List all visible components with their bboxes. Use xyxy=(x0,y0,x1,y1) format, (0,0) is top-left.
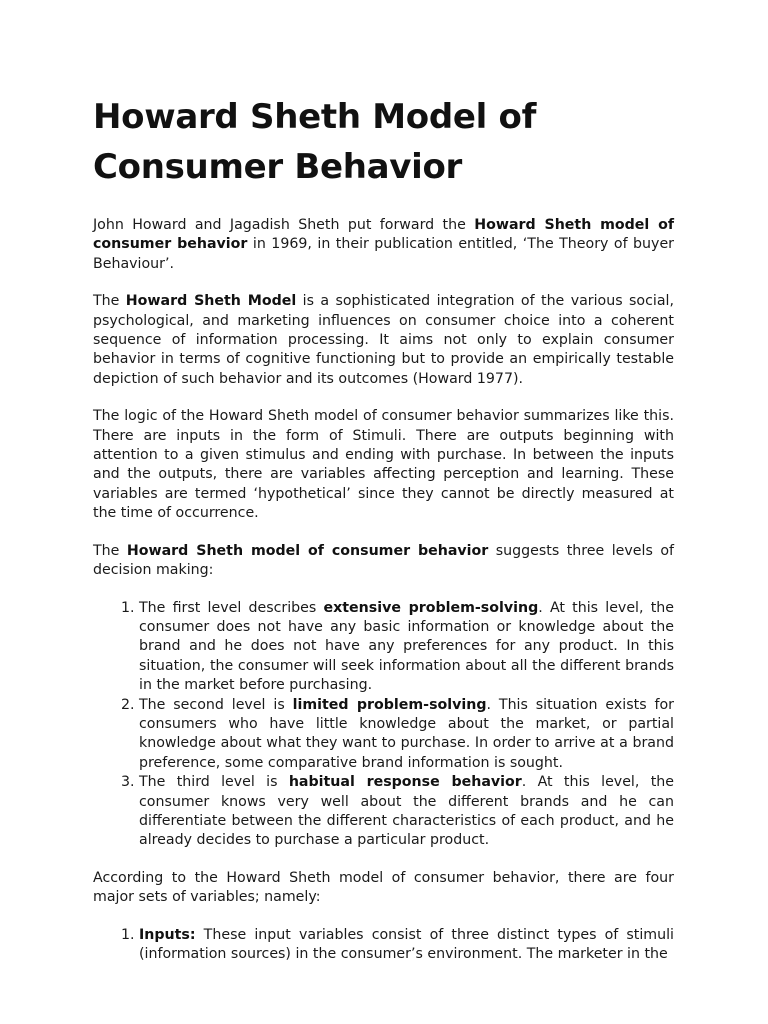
list-item: 1. Inputs: These input variables consist of three distinct types of stimuli (information sources) in the consumer’s environment. The marketer in the xyxy=(139,926,674,965)
list-item: 2. The second level is limited problem-solving. This situation exists for consumers who have little knowledge about the market, or partial knowledge about what they want to purchase. In order to arrive at a brand preference, some comparative brand information is sought. xyxy=(139,696,674,774)
decision-levels-list xyxy=(93,599,674,851)
levels-intro-paragraph: The Howard Sheth model of consumer behavior suggests three levels of decision making: xyxy=(93,542,674,579)
list-item: 3. The third level is habitual response behavior. At this level, the consumer knows very well about the different brands and he can differentiate between the different characteristics of each product, and he already decides to purchase a particular product. xyxy=(139,773,674,851)
variables-list xyxy=(93,926,674,965)
document-page xyxy=(93,92,674,982)
intro-paragraph: John Howard and Jagadish Sheth put forward the Howard Sheth model of consumer behavior in 1969, in their publication entitled, ‘The Theory of buyer Behaviour’. xyxy=(93,217,675,272)
bold-model-name: Howard Sheth Model xyxy=(125,293,297,310)
bold-model-name: Howard Sheth model of consumer behavior xyxy=(126,542,489,559)
list-item: 1. The first level describes extensive problem-solving. At this level, the consumer does not have any basic information or knowledge about the brand and he does not have any preferences for any product. In this situation, the consumer will seek information about all the different brands in the market before purchasing. xyxy=(139,599,674,696)
logic-paragraph: The logic of the Howard Sheth model of consumer behavior summarizes like this. There are inputs in the form of Stimuli. There are outputs beginning with attention to a given stimulus and ending with purchase. In between the inputs and the outputs, there are variables affecting perception and learning. These variables are termed ‘hypothetical’ since they cannot be directly measured at the time of occurrence. xyxy=(93,408,674,522)
variables-intro-paragraph: According to the Howard Sheth model of consumer behavior, there are four major sets of variables; namely: xyxy=(93,869,674,906)
description-paragraph: The Howard Sheth Model is a sophisticated integration of the various social, psychological, and marketing influences on consumer choice into a coherent sequence of information processing. It aims not only to explain consumer behavior in terms of cognitive functioning but to provide an empirically testable depiction of such behavior and its outcomes (Howard 1977). xyxy=(93,293,674,387)
page-title: Howard Sheth Model of Consumer Behavior xyxy=(93,97,537,187)
bold-model-name: Howard Sheth model of consumer behavior xyxy=(93,217,675,253)
